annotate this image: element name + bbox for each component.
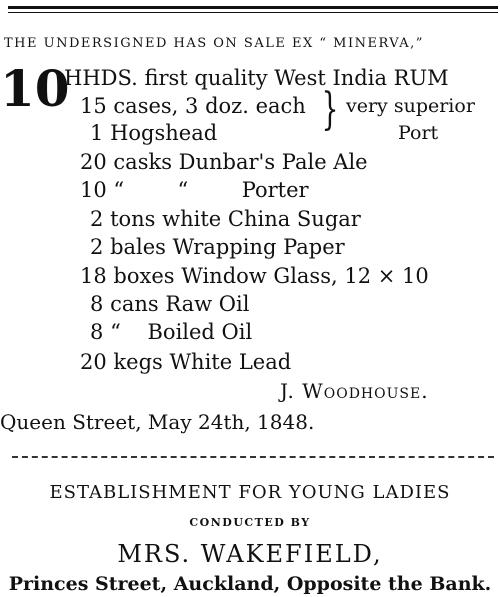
brace-note-line2: Port: [398, 122, 439, 144]
item-qty: 18: [80, 264, 107, 288]
list-item: [80, 350, 291, 374]
item-desc: tons white China Sugar: [110, 207, 361, 231]
list-item: [90, 292, 249, 316]
conducted-by: CONDUCTED BY: [189, 516, 311, 529]
item-qty: 20: [80, 150, 107, 174]
list-item: [80, 178, 309, 202]
drop-number: 10: [0, 59, 70, 118]
brace-note-line1: very superior: [346, 95, 475, 117]
item-desc: “ “ Porter: [113, 178, 309, 202]
item-desc: bales Wrapping Paper: [110, 235, 345, 259]
list-item: [80, 150, 368, 174]
list-item: [90, 121, 217, 145]
top-rule-thin: [8, 12, 498, 13]
item-qty: 8: [90, 320, 104, 344]
item-qty: 8: [90, 292, 104, 316]
item-desc: casks Dunbar's Pale Ale: [113, 150, 368, 174]
list-item: [90, 207, 361, 231]
dateline: Queen Street, May 24th, 1848.: [0, 410, 315, 434]
proprietor-name: MRS. WAKEFIELD,: [117, 540, 383, 568]
item-qty: 10: [80, 178, 107, 202]
list-item: [80, 264, 429, 288]
list-item: [80, 94, 306, 118]
item-qty: 2: [90, 235, 104, 259]
school-title: ESTABLISHMENT FOR YOUNG LADIES: [49, 482, 451, 503]
item-desc: cases, 3 doz. each: [113, 94, 306, 118]
advert-heading: THE UNDERSIGNED HAS ON SALE EX “ MINERVA,”: [4, 36, 424, 51]
section-divider: [12, 456, 494, 459]
first-item-line: HHDS. first quality West India RUM: [64, 66, 449, 90]
list-item: [90, 320, 252, 344]
top-rule-thick: [8, 6, 498, 9]
address: Princes Street, Auckland, Opposite the Bank.: [8, 573, 492, 595]
item-desc: Hogshead: [110, 121, 218, 145]
item-desc: “ Boiled Oil: [110, 320, 253, 344]
item-qty: 2: [90, 207, 104, 231]
item-qty: 15: [80, 94, 107, 118]
item-desc: cans Raw Oil: [110, 292, 250, 316]
signature: J. Woodhouse.: [280, 379, 429, 403]
item-desc: kegs White Lead: [113, 350, 292, 374]
item-qty: 20: [80, 350, 107, 374]
item-qty: 1: [90, 121, 104, 145]
item-desc: boxes Window Glass, 12 × 10: [113, 264, 429, 288]
curly-brace: }: [321, 84, 339, 135]
list-item: [90, 235, 345, 259]
